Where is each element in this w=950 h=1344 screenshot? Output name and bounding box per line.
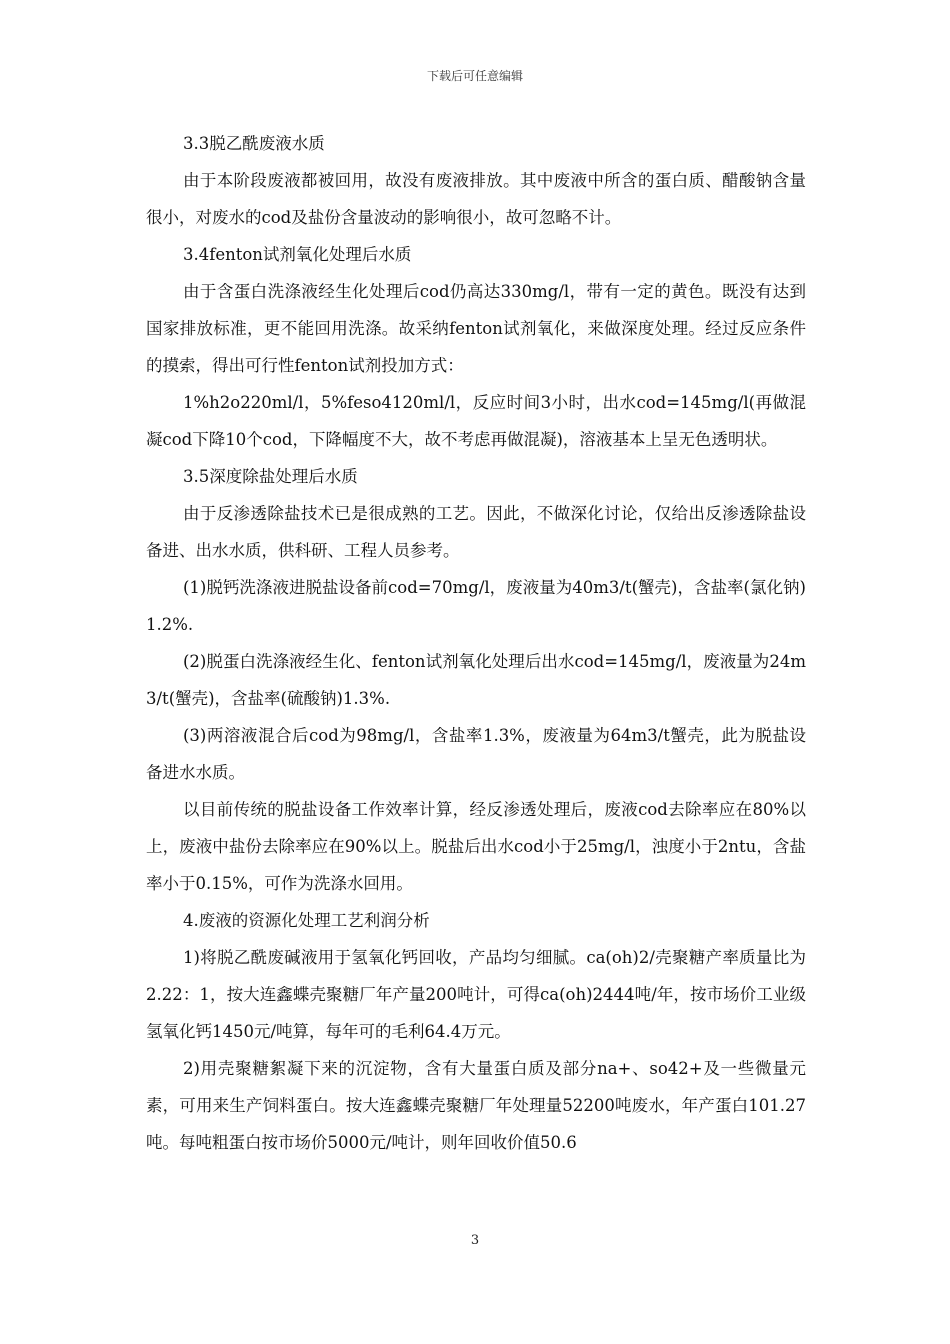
section-heading-3-3: 3.3脱乙酰废液水质 (183, 134, 325, 153)
list-item: (1)脱钙洗涤液进脱盐设备前cod=70mg/l，废液量为40m3/t(蟹壳)，含盐率(氯化钠)1.2%. (146, 578, 806, 634)
page-header: 下载后可任意编辑 (426, 69, 523, 83)
section-heading-3-5: 3.5深度除盐处理后水质 (183, 467, 358, 486)
paragraph: 由于反渗透除盐技术已是很成熟的工艺。因此，不做深化讨论，仅给出反渗透除盐设备进、出水水质，供科研、工程人员参考。 (146, 504, 806, 560)
section-heading-4: 4.废液的资源化处理工艺利润分析 (183, 911, 430, 930)
paragraph: 1%h2o220ml/l，5%feso4120ml/l，反应时间3小时，出水cod=145mg/l(再做混凝cod下降10个cod，下降幅度不大，故不考虑再做混凝)，溶液基本上呈无色透明状。 (146, 393, 806, 449)
list-item: 2)用壳聚糖絮凝下来的沉淀物，含有大量蛋白质及部分na+、so42+及一些微量元素，可用来生产饲料蛋白。按大连鑫蝶壳聚糖厂年处理量52200吨废水，年产蛋白101.27吨。每吨粗蛋白按市场价5000元/吨计，则年回收价值50.6 (146, 1059, 806, 1152)
paragraph: 由于含蛋白洗涤液经生化处理后cod仍高达330mg/l，带有一定的黄色。既没有达到国家排放标准，更不能回用洗涤。故采纳fenton试剂氧化，来做深度处理。经过反应条件的摸索，得出可行性fenton试剂投加方式： (146, 282, 806, 375)
list-item: (2)脱蛋白洗涤液经生化、fenton试剂氧化处理后出水cod=145mg/l，废液量为24m3/t(蟹壳)，含盐率(硫酸钠)1.3%. (146, 652, 806, 708)
list-item: (3)两溶液混合后cod为98mg/l，含盐率1.3%，废液量为64m3/t蟹壳，此为脱盐设备进水水质。 (146, 726, 806, 782)
paragraph: 以目前传统的脱盐设备工作效率计算，经反渗透处理后，废液cod去除率应在80%以上，废液中盐份去除率应在90%以上。脱盐后出水cod小于25mg/l，浊度小于2ntu，含盐率小于0.15%，可作为洗涤水回用。 (146, 800, 806, 893)
list-item: 1)将脱乙酰废碱液用于氢氧化钙回收，产品均匀细腻。ca(oh)2/壳聚糖产率质量比为2.22：1，按大连鑫蝶壳聚糖厂年产量200吨计，可得ca(oh)2444吨/年，按市场价工业级氢氧化钙1450元/吨算，每年可的毛利64.4万元。 (146, 948, 806, 1041)
paragraph: 由于本阶段废液都被回用，故没有废液排放。其中废液中所含的蛋白质、醋酸钠含量很小，对废水的cod及盐份含量波动的影响很小，故可忽略不计。 (146, 171, 806, 227)
section-heading-3-4: 3.4fenton试剂氧化处理后水质 (183, 245, 412, 264)
page-number: 3 (470, 1233, 480, 1248)
document-body (146, 125, 806, 1161)
